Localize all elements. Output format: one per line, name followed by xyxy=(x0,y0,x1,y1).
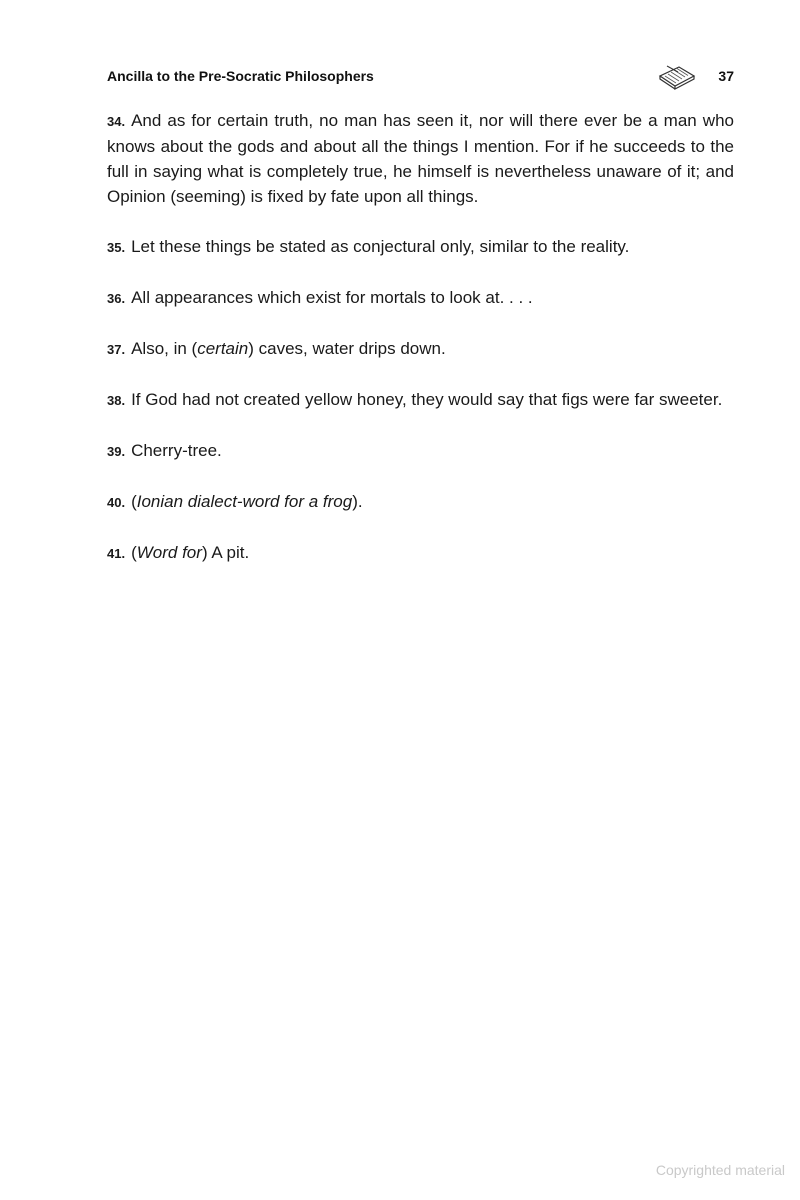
fragment-text-after: ) caves, water drips down. xyxy=(248,339,446,358)
fragment-text: Cherry-tree. xyxy=(131,441,222,460)
fragment-text: And as for certain truth, no man has seen it, nor will there ever be a man who knows about the gods and about all the things I mention. For if he succeeds to the full in saying what is completely true, he himself is nevertheless unaware of it; and Opinion (seeming) is fixed by fate upon all things. xyxy=(107,111,734,206)
fragment-text: All appearances which exist for mortals to look at. . . . xyxy=(131,288,533,307)
fragment-34 xyxy=(107,108,734,209)
fragment-number: 38. xyxy=(107,393,126,408)
fragment-number: 39. xyxy=(107,444,126,459)
open-book-icon xyxy=(657,64,697,90)
fragment-text: If God had not created yellow honey, they would say that figs were far sweeter. xyxy=(131,390,723,409)
fragment-text-before: ( xyxy=(131,492,137,511)
fragment-text-after: ) A pit. xyxy=(201,543,250,562)
fragment-italic: certain xyxy=(197,339,249,358)
fragment-text-before: Also, in ( xyxy=(131,339,198,358)
page-number: 37 xyxy=(718,68,734,84)
fragment-text-after: ). xyxy=(352,492,363,511)
page-header xyxy=(107,66,734,90)
fragment-number: 41. xyxy=(107,546,126,561)
fragment-40 xyxy=(107,489,734,515)
fragment-italic: Ionian dialect-word for a frog xyxy=(136,492,353,511)
fragment-41 xyxy=(107,540,734,566)
fragment-text: Let these things be stated as conjectural only, similar to the reality. xyxy=(131,237,630,256)
fragment-number: 35. xyxy=(107,240,126,255)
fragment-number: 36. xyxy=(107,291,126,306)
fragment-number: 37. xyxy=(107,342,126,357)
copyright-watermark: Copyrighted material xyxy=(655,1162,785,1178)
fragment-37 xyxy=(107,336,734,362)
fragment-35 xyxy=(107,234,734,260)
running-title: Ancilla to the Pre-Socratic Philosophers xyxy=(107,68,374,84)
fragment-list xyxy=(107,108,734,591)
fragment-number: 34. xyxy=(107,114,126,129)
fragment-36 xyxy=(107,285,734,311)
fragment-italic: Word for xyxy=(136,543,202,562)
fragment-38 xyxy=(107,387,734,413)
fragment-text-before: ( xyxy=(131,543,137,562)
fragment-39 xyxy=(107,438,734,464)
fragment-number: 40. xyxy=(107,495,126,510)
